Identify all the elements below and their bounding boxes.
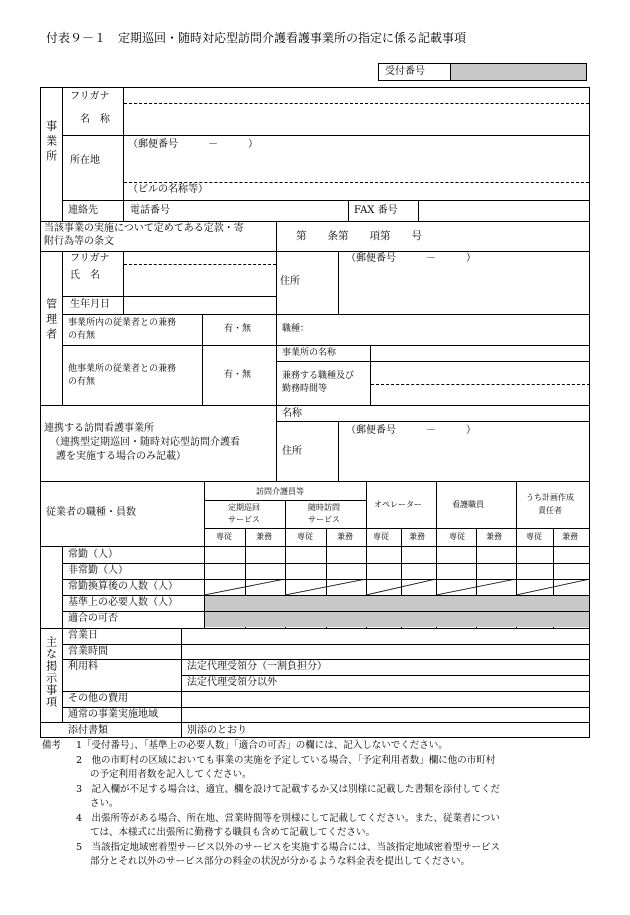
manager-concurrent-in-yesno[interactable]: 有・無: [224, 324, 252, 334]
manager-address-label: 住所: [280, 276, 300, 287]
office-tel-label: 電話番号: [130, 205, 170, 216]
staff-row-required: 基準上の必要人数（人）: [68, 597, 178, 608]
subhead-dedicated-3: 専従: [373, 532, 389, 541]
subhead-concurrent-1: 兼務: [256, 532, 272, 541]
office-fax-label: FAX 番号: [354, 205, 398, 216]
receipt-number-label: 受付番号: [385, 66, 425, 77]
note-2a: 2 他の市町村の区域においても事業の実施を予定している場合、「予定利用者数」欄に他の市町村: [76, 755, 496, 766]
office-section-label: 事業所: [44, 120, 58, 165]
note-4a: 4 出張所等がある場合、所在地、営業時間等を別様にして記載してください。また、従業者につい: [76, 813, 500, 824]
staff-row-conformity: 適合の可否: [68, 613, 118, 624]
fee-a-label: 法定代理受領分（一割負担分）: [187, 661, 327, 672]
other-job-label-2: 勤務時間等: [282, 384, 328, 394]
visiting-nursing-postal-label: （郵便番号 － ）: [346, 425, 476, 436]
subhead-dedicated-5: 専従: [526, 532, 542, 541]
note-5b: 部分とそれ以外のサービス部分の料金の状況が分かるような料金表を提出してください。: [90, 856, 471, 867]
subhead-dedicated-4: 専従: [449, 532, 465, 541]
staff-row-converted: 常勤換算後の人数（人）: [68, 581, 178, 592]
articles-label-2: 附行為等の条文: [44, 236, 114, 247]
articles-label-1: 当該事業の実施について定めてある定款・寄: [44, 223, 244, 234]
business-hours-label: 営業時間: [68, 646, 108, 657]
note-3a: 3 記入欄が不足する場合は、適宜、欄を設けて記載するか又は別様に記載した書類を添付してくだ: [76, 784, 501, 795]
page-title: 付表９－１ 定期巡回・随時対応型訪問介護看護事業所の指定に係る記載事項: [46, 31, 467, 45]
subhead-dedicated-2: 専従: [297, 532, 313, 541]
office-building-label: （ビルの名称等）: [128, 184, 208, 195]
visiting-nursing-name-label: 名称: [282, 408, 302, 419]
required-count-gray: [205, 596, 589, 611]
articles-value: 第 条第 項第 号: [296, 230, 422, 242]
fee-b-label: 法定代理受領分以外: [187, 677, 277, 688]
conformity-gray: [205, 612, 589, 627]
manager-concurrent-out-label-2: の有無: [68, 377, 96, 387]
subhead-concurrent-4: 兼務: [486, 532, 502, 541]
staff-group-label: 訪問介護員等: [256, 487, 304, 496]
staff-col-operator: オペレーター: [374, 500, 422, 509]
office-name-label: 名 称: [80, 114, 110, 125]
manager-concurrent-out-label-1: 他事業所の従業者との兼務: [68, 364, 177, 374]
subhead-dedicated-1: 専従: [216, 532, 232, 541]
staff-col-random-1: 随時訪問: [308, 503, 340, 512]
other-office-name-label: 事業所の名称: [282, 348, 337, 358]
manager-furigana-label: フリガナ: [70, 253, 110, 264]
subhead-concurrent-2: 兼務: [337, 532, 353, 541]
note-5a: 5 当該指定地域密着型サービス以外のサービスを実施する場合には、当該指定地域密着型サービス: [76, 842, 501, 853]
staff-label: 従業者の職種・員数: [46, 507, 136, 518]
staff-col-random-2: サービス: [308, 515, 340, 524]
manager-birth-label: 生年月日: [70, 299, 110, 310]
main-items-section-label: 主な掲示事項: [44, 636, 58, 708]
visiting-nursing-address-label: 住所: [282, 446, 302, 457]
note-4b: ては、本様式に出張所に勤務する職員も含めて記載してください。: [90, 827, 376, 838]
staff-col-periodic-1: 定期巡回: [228, 503, 260, 512]
other-job-label-1: 兼務する職種及び: [282, 371, 355, 381]
manager-name-label: 氏 名: [70, 270, 100, 281]
office-address-label: 所在地: [70, 155, 100, 166]
manager-postal-label: （郵便番号 － ）: [346, 253, 476, 264]
visiting-nursing-label-2: （連携型定期巡回・随時対応型訪問介護看: [50, 437, 240, 448]
attachments-label: 添付書類: [68, 725, 108, 736]
note-1: 1「受付番号」、「基準上の必要人数」「適合の可否」の欄には、記入しないでください。: [76, 740, 448, 751]
staff-col-periodic-2: サービス: [228, 515, 260, 524]
note-3b: さい。: [90, 798, 119, 809]
visiting-nursing-label-1: 連携する訪問看護事業所: [44, 423, 154, 434]
manager-concurrent-in-label-1: 事業所内の従業者との兼務: [68, 318, 177, 328]
office-furigana-label: フリガナ: [70, 91, 110, 102]
business-days-label: 営業日: [68, 630, 98, 641]
subhead-concurrent-3: 兼務: [409, 532, 425, 541]
receipt-number-field[interactable]: [451, 64, 586, 80]
fee-label: 利用料: [68, 661, 98, 672]
manager-section-label: 管理者: [44, 298, 58, 343]
attachments-value: 別添のとおり: [187, 725, 247, 736]
notes-head: 備考: [42, 740, 62, 751]
staff-col-planner-1: うち計画作成: [526, 493, 574, 502]
visiting-nursing-label-3: 護を実施する場合のみ記載）: [56, 451, 186, 462]
staff-col-planner-2: 責任者: [538, 506, 562, 515]
manager-concurrent-in-label-2: の有無: [68, 331, 96, 341]
staff-row-parttime: 非常勤（人）: [68, 565, 128, 576]
service-area-label: 通常の事業実施地域: [68, 709, 158, 720]
office-contact-label: 連絡先: [68, 205, 98, 216]
office-postal-label: （郵便番号 － ）: [128, 139, 258, 150]
other-costs-label: その他の費用: [68, 693, 128, 704]
subhead-concurrent-5: 兼務: [562, 532, 578, 541]
manager-job-label: 職種：: [282, 324, 310, 334]
staff-col-nurse: 看護職員: [452, 500, 484, 509]
note-2b: の予定利用者数を記入してください。: [90, 769, 252, 780]
staff-row-fulltime: 常勤（人）: [68, 549, 118, 560]
manager-concurrent-out-yesno[interactable]: 有・無: [224, 370, 252, 380]
converted-row-slashes: [204, 579, 590, 595]
